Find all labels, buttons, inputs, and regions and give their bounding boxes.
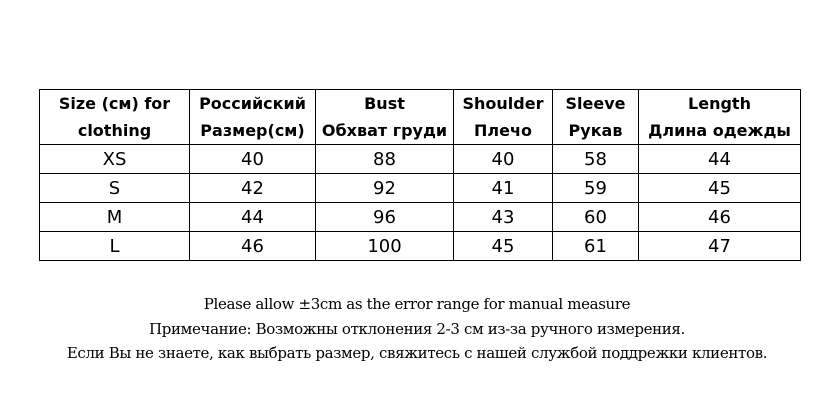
header-length-line1: Length — [688, 94, 751, 113]
cell-russian-size: 46 — [190, 232, 316, 261]
table-row-m — [40, 203, 801, 232]
header-russian-size — [190, 90, 316, 145]
cell-russian-size: 44 — [190, 203, 316, 232]
cell-size: XS — [40, 145, 190, 174]
header-russian-size-line1: Российский — [199, 94, 306, 113]
header-length — [639, 90, 801, 145]
header-shoulder-line2: Плечо — [474, 121, 532, 140]
cell-sleeve: 59 — [553, 174, 639, 203]
measurement-notes — [0, 292, 834, 366]
cell-russian-size: 40 — [190, 145, 316, 174]
cell-bust: 96 — [316, 203, 454, 232]
size-chart-header — [40, 90, 801, 145]
cell-russian-size: 42 — [190, 174, 316, 203]
size-chart-body — [40, 145, 801, 261]
cell-shoulder: 43 — [454, 203, 553, 232]
cell-bust: 92 — [316, 174, 454, 203]
cell-sleeve: 58 — [553, 145, 639, 174]
cell-length: 46 — [639, 203, 801, 232]
note-contact-support: Если Вы не знаете, как выбрать размер, свяжитесь с нашей службой поддрежки клиентов. — [66, 344, 768, 362]
header-bust — [316, 90, 454, 145]
cell-size: S — [40, 174, 190, 203]
cell-length: 45 — [639, 174, 801, 203]
note-error-range-en: Please allow ±3cm as the error range for manual measure — [203, 295, 631, 313]
cell-bust: 88 — [316, 145, 454, 174]
cell-shoulder: 40 — [454, 145, 553, 174]
header-sleeve-line1: Sleeve — [565, 94, 626, 113]
cell-size: L — [40, 232, 190, 261]
size-chart-table — [39, 89, 801, 261]
cell-length: 44 — [639, 145, 801, 174]
header-row — [40, 90, 801, 145]
table-row-xs — [40, 145, 801, 174]
header-bust-line1: Bust — [364, 94, 405, 113]
header-russian-size-line2: Размер(см) — [200, 121, 305, 140]
header-size-clothing-line1: Size (см) for — [58, 94, 171, 113]
header-sleeve — [553, 90, 639, 145]
header-size-clothing-line2: clothing — [77, 121, 152, 140]
cell-length: 47 — [639, 232, 801, 261]
header-shoulder-line1: Shoulder — [462, 94, 544, 113]
cell-shoulder: 41 — [454, 174, 553, 203]
header-bust-line2: Обхват груди — [321, 121, 448, 140]
cell-bust: 100 — [316, 232, 454, 261]
table-row-l — [40, 232, 801, 261]
table-row-s — [40, 174, 801, 203]
cell-shoulder: 45 — [454, 232, 553, 261]
header-length-line2: Длина одежды — [648, 121, 791, 140]
header-sleeve-line2: Рукав — [568, 121, 623, 140]
cell-size: M — [40, 203, 190, 232]
cell-sleeve: 60 — [553, 203, 639, 232]
cell-sleeve: 61 — [553, 232, 639, 261]
note-error-range-ru: Примечание: Возможны отклонения 2-3 см из-за ручного измерения. — [149, 319, 685, 338]
header-size-clothing — [40, 90, 190, 145]
header-shoulder — [454, 90, 553, 145]
